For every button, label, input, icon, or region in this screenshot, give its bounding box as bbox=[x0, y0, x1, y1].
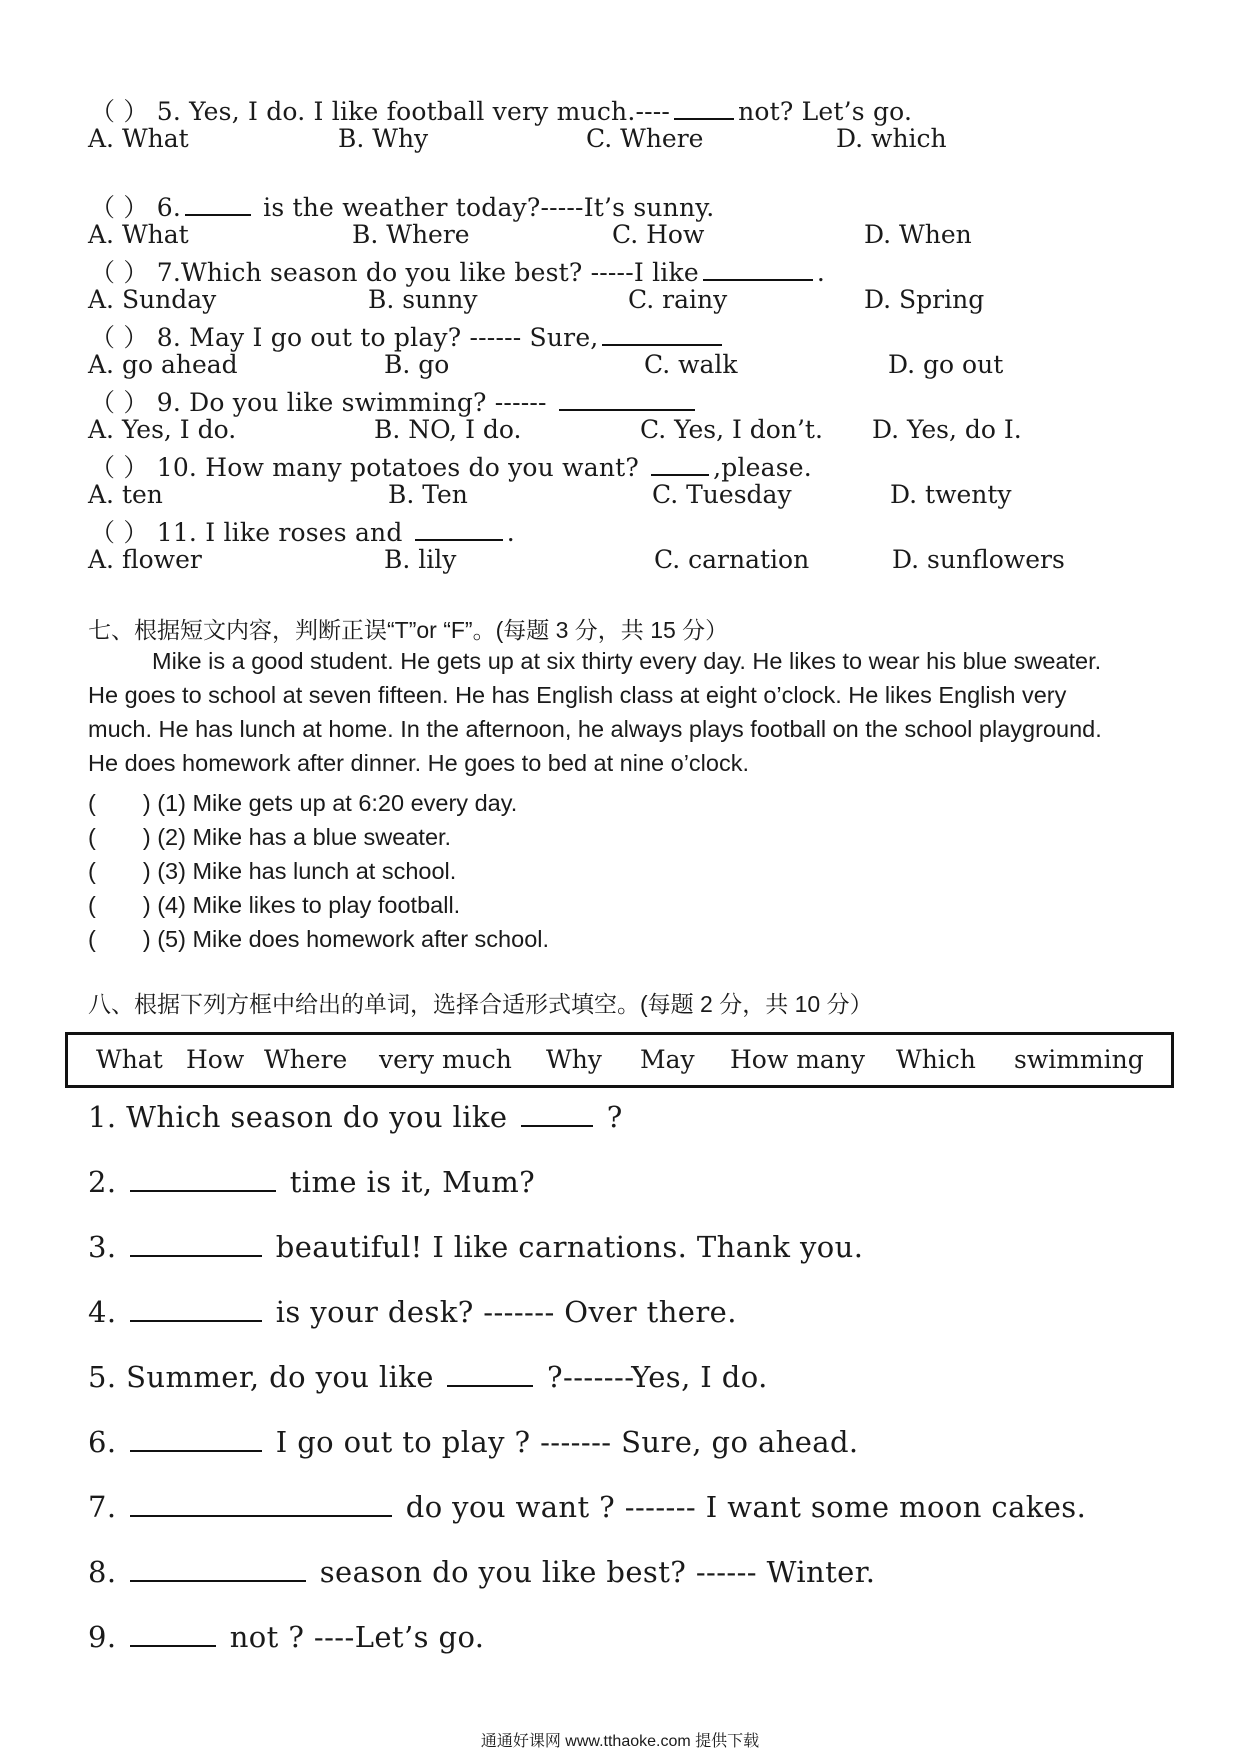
question-number: 6. bbox=[156, 193, 181, 222]
question-number: 9. bbox=[156, 388, 181, 417]
tf-statement: (5) Mike does homework after school. bbox=[157, 926, 550, 952]
question-text: . bbox=[506, 518, 515, 547]
fill-item-4 bbox=[88, 1295, 737, 1329]
option-b: B. Why bbox=[338, 124, 429, 153]
item-text: not ? ----Let’s go. bbox=[229, 1620, 485, 1654]
question-text: is the weather today?-----It’s sunny. bbox=[263, 193, 715, 222]
section-8-title: 八、根据下列方框中给出的单词，选择合适形式填空。(每题 2 分，共 10 分） bbox=[88, 991, 873, 1017]
option-b: B. lily bbox=[384, 545, 457, 574]
question-8 bbox=[90, 318, 726, 354]
option-d: D. which bbox=[836, 124, 947, 153]
question-7 bbox=[90, 253, 825, 289]
question-text: I like roses and bbox=[205, 518, 403, 547]
question-number: 8. bbox=[156, 323, 181, 352]
option-a: A. Yes, I do. bbox=[88, 415, 237, 444]
option-d: D. sunflowers bbox=[892, 545, 1065, 574]
question-text: Do you like swimming? ------ bbox=[189, 388, 547, 417]
answer-paren[interactable]: ( ) bbox=[88, 790, 151, 816]
item-text: beautiful! I like carnations. Thank you. bbox=[275, 1230, 864, 1264]
option-a: A. What bbox=[88, 124, 189, 153]
item-text: Which season do you like bbox=[126, 1100, 508, 1134]
option-c: C. Yes, I don’t. bbox=[640, 415, 823, 444]
option-b: B. Where bbox=[352, 220, 470, 249]
question-6 bbox=[90, 188, 714, 224]
answer-paren[interactable]: ( ) bbox=[88, 858, 151, 884]
option-a: A. What bbox=[88, 220, 189, 249]
question-9 bbox=[90, 383, 699, 419]
word-bank-item: swimming bbox=[1014, 1045, 1144, 1074]
option-c: C. carnation bbox=[654, 545, 810, 574]
answer-paren: （ ） bbox=[90, 193, 149, 222]
fill-item-8 bbox=[88, 1555, 875, 1589]
answer-paren: （ ） bbox=[90, 453, 149, 482]
page-footer: 通通好课网 www.tthaoke.com 提供下载 bbox=[480, 1733, 760, 1750]
option-d: D. Spring bbox=[864, 285, 985, 314]
answer-paren: （ ） bbox=[90, 97, 149, 126]
reading-passage bbox=[88, 644, 1168, 780]
question-number: 7. bbox=[156, 258, 181, 287]
answer-paren: （ ） bbox=[90, 258, 149, 287]
word-bank-box bbox=[65, 1032, 1174, 1088]
option-d: D. twenty bbox=[890, 480, 1012, 509]
answer-blank[interactable] bbox=[130, 1319, 262, 1322]
word-bank-item: What bbox=[96, 1045, 163, 1074]
answer-blank[interactable] bbox=[651, 473, 709, 476]
option-c: C. Where bbox=[586, 124, 704, 153]
item-number: 7. bbox=[88, 1490, 117, 1524]
item-number: 4. bbox=[88, 1295, 117, 1329]
answer-paren: （ ） bbox=[90, 388, 149, 417]
section-7-title: 七、根据短文内容，判断正误“T”or “F”。(每题 3 分，共 15 分） bbox=[88, 617, 729, 643]
passage-line: He does homework after dinner. He goes to bed at nine o’clock. bbox=[88, 750, 749, 776]
item-text: season do you like best? ------ Winter. bbox=[319, 1555, 876, 1589]
option-c: C. Tuesday bbox=[652, 480, 792, 509]
question-text: How many potatoes do you want? bbox=[205, 453, 639, 482]
item-text: is your desk? ------- Over there. bbox=[275, 1295, 737, 1329]
item-text: time is it, Mum? bbox=[289, 1165, 536, 1199]
question-text: ,please. bbox=[713, 453, 812, 482]
item-number: 5. bbox=[88, 1360, 117, 1394]
tf-statement: (2) Mike has a blue sweater. bbox=[157, 824, 452, 850]
word-bank-item: Where bbox=[264, 1045, 348, 1074]
option-a: A. Sunday bbox=[88, 285, 217, 314]
fill-item-9 bbox=[88, 1620, 484, 1654]
answer-blank[interactable] bbox=[447, 1384, 533, 1387]
word-bank-item: How many bbox=[730, 1045, 866, 1074]
option-c: C. walk bbox=[644, 350, 738, 379]
question-number: 10. bbox=[156, 453, 198, 482]
word-bank-item: Why bbox=[546, 1045, 602, 1074]
question-number: 11. bbox=[156, 518, 198, 547]
word-bank-item: How bbox=[186, 1045, 245, 1074]
tf-item bbox=[88, 886, 460, 920]
answer-blank[interactable] bbox=[703, 278, 813, 281]
option-b: B. Ten bbox=[388, 480, 468, 509]
fill-item-2 bbox=[88, 1165, 535, 1199]
question-10 bbox=[90, 448, 812, 484]
answer-blank[interactable] bbox=[415, 538, 503, 541]
word-bank-item: Which bbox=[896, 1045, 976, 1074]
item-number: 6. bbox=[88, 1425, 117, 1459]
option-c: C. How bbox=[612, 220, 705, 249]
fill-item-5 bbox=[88, 1360, 768, 1394]
tf-item bbox=[88, 852, 456, 886]
option-a: A. flower bbox=[88, 545, 202, 574]
answer-blank[interactable] bbox=[130, 1579, 306, 1582]
item-text: ?-------Yes, I do. bbox=[547, 1360, 768, 1394]
item-number: 3. bbox=[88, 1230, 117, 1264]
item-number: 9. bbox=[88, 1620, 117, 1654]
answer-blank[interactable] bbox=[674, 117, 734, 120]
item-number: 2. bbox=[88, 1165, 117, 1199]
passage-line: He goes to school at seven fifteen. He has English class at eight o’clock. He likes English very bbox=[88, 682, 1067, 708]
fill-item-6 bbox=[88, 1425, 859, 1459]
answer-paren[interactable]: ( ) bbox=[88, 892, 151, 918]
answer-blank[interactable] bbox=[130, 1644, 216, 1647]
answer-paren[interactable]: ( ) bbox=[88, 824, 151, 850]
answer-paren[interactable]: ( ) bbox=[88, 926, 151, 952]
item-text: ? bbox=[606, 1100, 623, 1134]
option-b: B. go bbox=[384, 350, 450, 379]
question-text: Which season do you like best? -----I like bbox=[180, 258, 699, 287]
question-number: 5. bbox=[156, 97, 181, 126]
item-text: do you want ? ------- I want some moon cakes. bbox=[405, 1490, 1087, 1524]
option-b: B. sunny bbox=[368, 285, 478, 314]
word-bank-item: May bbox=[640, 1045, 695, 1074]
tf-item bbox=[88, 818, 451, 852]
tf-statement: (4) Mike likes to play football. bbox=[157, 892, 461, 918]
question-text: . bbox=[816, 258, 825, 287]
item-text: Summer, do you like bbox=[126, 1360, 434, 1394]
passage-line: Mike is a good student. He gets up at six thirty every day. He likes to wear his blue sweater. bbox=[152, 648, 1102, 674]
tf-item bbox=[88, 784, 517, 818]
question-text: May I go out to play? ------ Sure, bbox=[189, 323, 599, 352]
option-a: A. go ahead bbox=[88, 350, 238, 379]
answer-blank[interactable] bbox=[602, 343, 722, 346]
fill-item-1 bbox=[88, 1100, 623, 1134]
answer-paren: （ ） bbox=[90, 323, 149, 352]
option-d: D. go out bbox=[888, 350, 1004, 379]
tf-item bbox=[88, 920, 549, 954]
option-a: A. ten bbox=[88, 480, 163, 509]
answer-blank[interactable] bbox=[185, 213, 251, 216]
answer-paren: （ ） bbox=[90, 518, 149, 547]
item-text: I go out to play ? ------- Sure, go ahead. bbox=[275, 1425, 859, 1459]
answer-blank[interactable] bbox=[130, 1189, 276, 1192]
answer-blank[interactable] bbox=[130, 1254, 262, 1257]
tf-statement: (3) Mike has lunch at school. bbox=[157, 858, 457, 884]
answer-blank[interactable] bbox=[559, 408, 695, 411]
option-b: B. NO, I do. bbox=[374, 415, 522, 444]
question-11 bbox=[90, 513, 515, 549]
item-number: 1. bbox=[88, 1100, 117, 1134]
fill-item-3 bbox=[88, 1230, 863, 1264]
option-d: D. When bbox=[864, 220, 972, 249]
answer-blank[interactable] bbox=[130, 1514, 392, 1517]
question-text: Yes, I do. I like football very much.---- bbox=[189, 97, 671, 126]
answer-blank[interactable] bbox=[521, 1124, 593, 1127]
question-text: not? Let’s go. bbox=[738, 97, 913, 126]
word-bank-item: very much bbox=[379, 1045, 512, 1074]
fill-item-7 bbox=[88, 1490, 1086, 1524]
option-d: D. Yes, do I. bbox=[872, 415, 1022, 444]
item-number: 8. bbox=[88, 1555, 117, 1589]
answer-blank[interactable] bbox=[130, 1449, 262, 1452]
question-5 bbox=[90, 92, 912, 128]
passage-line: much. He has lunch at home. In the afternoon, he always plays football on the school playground. bbox=[88, 716, 1102, 742]
tf-statement: (1) Mike gets up at 6:20 every day. bbox=[157, 790, 518, 816]
option-c: C. rainy bbox=[628, 285, 728, 314]
